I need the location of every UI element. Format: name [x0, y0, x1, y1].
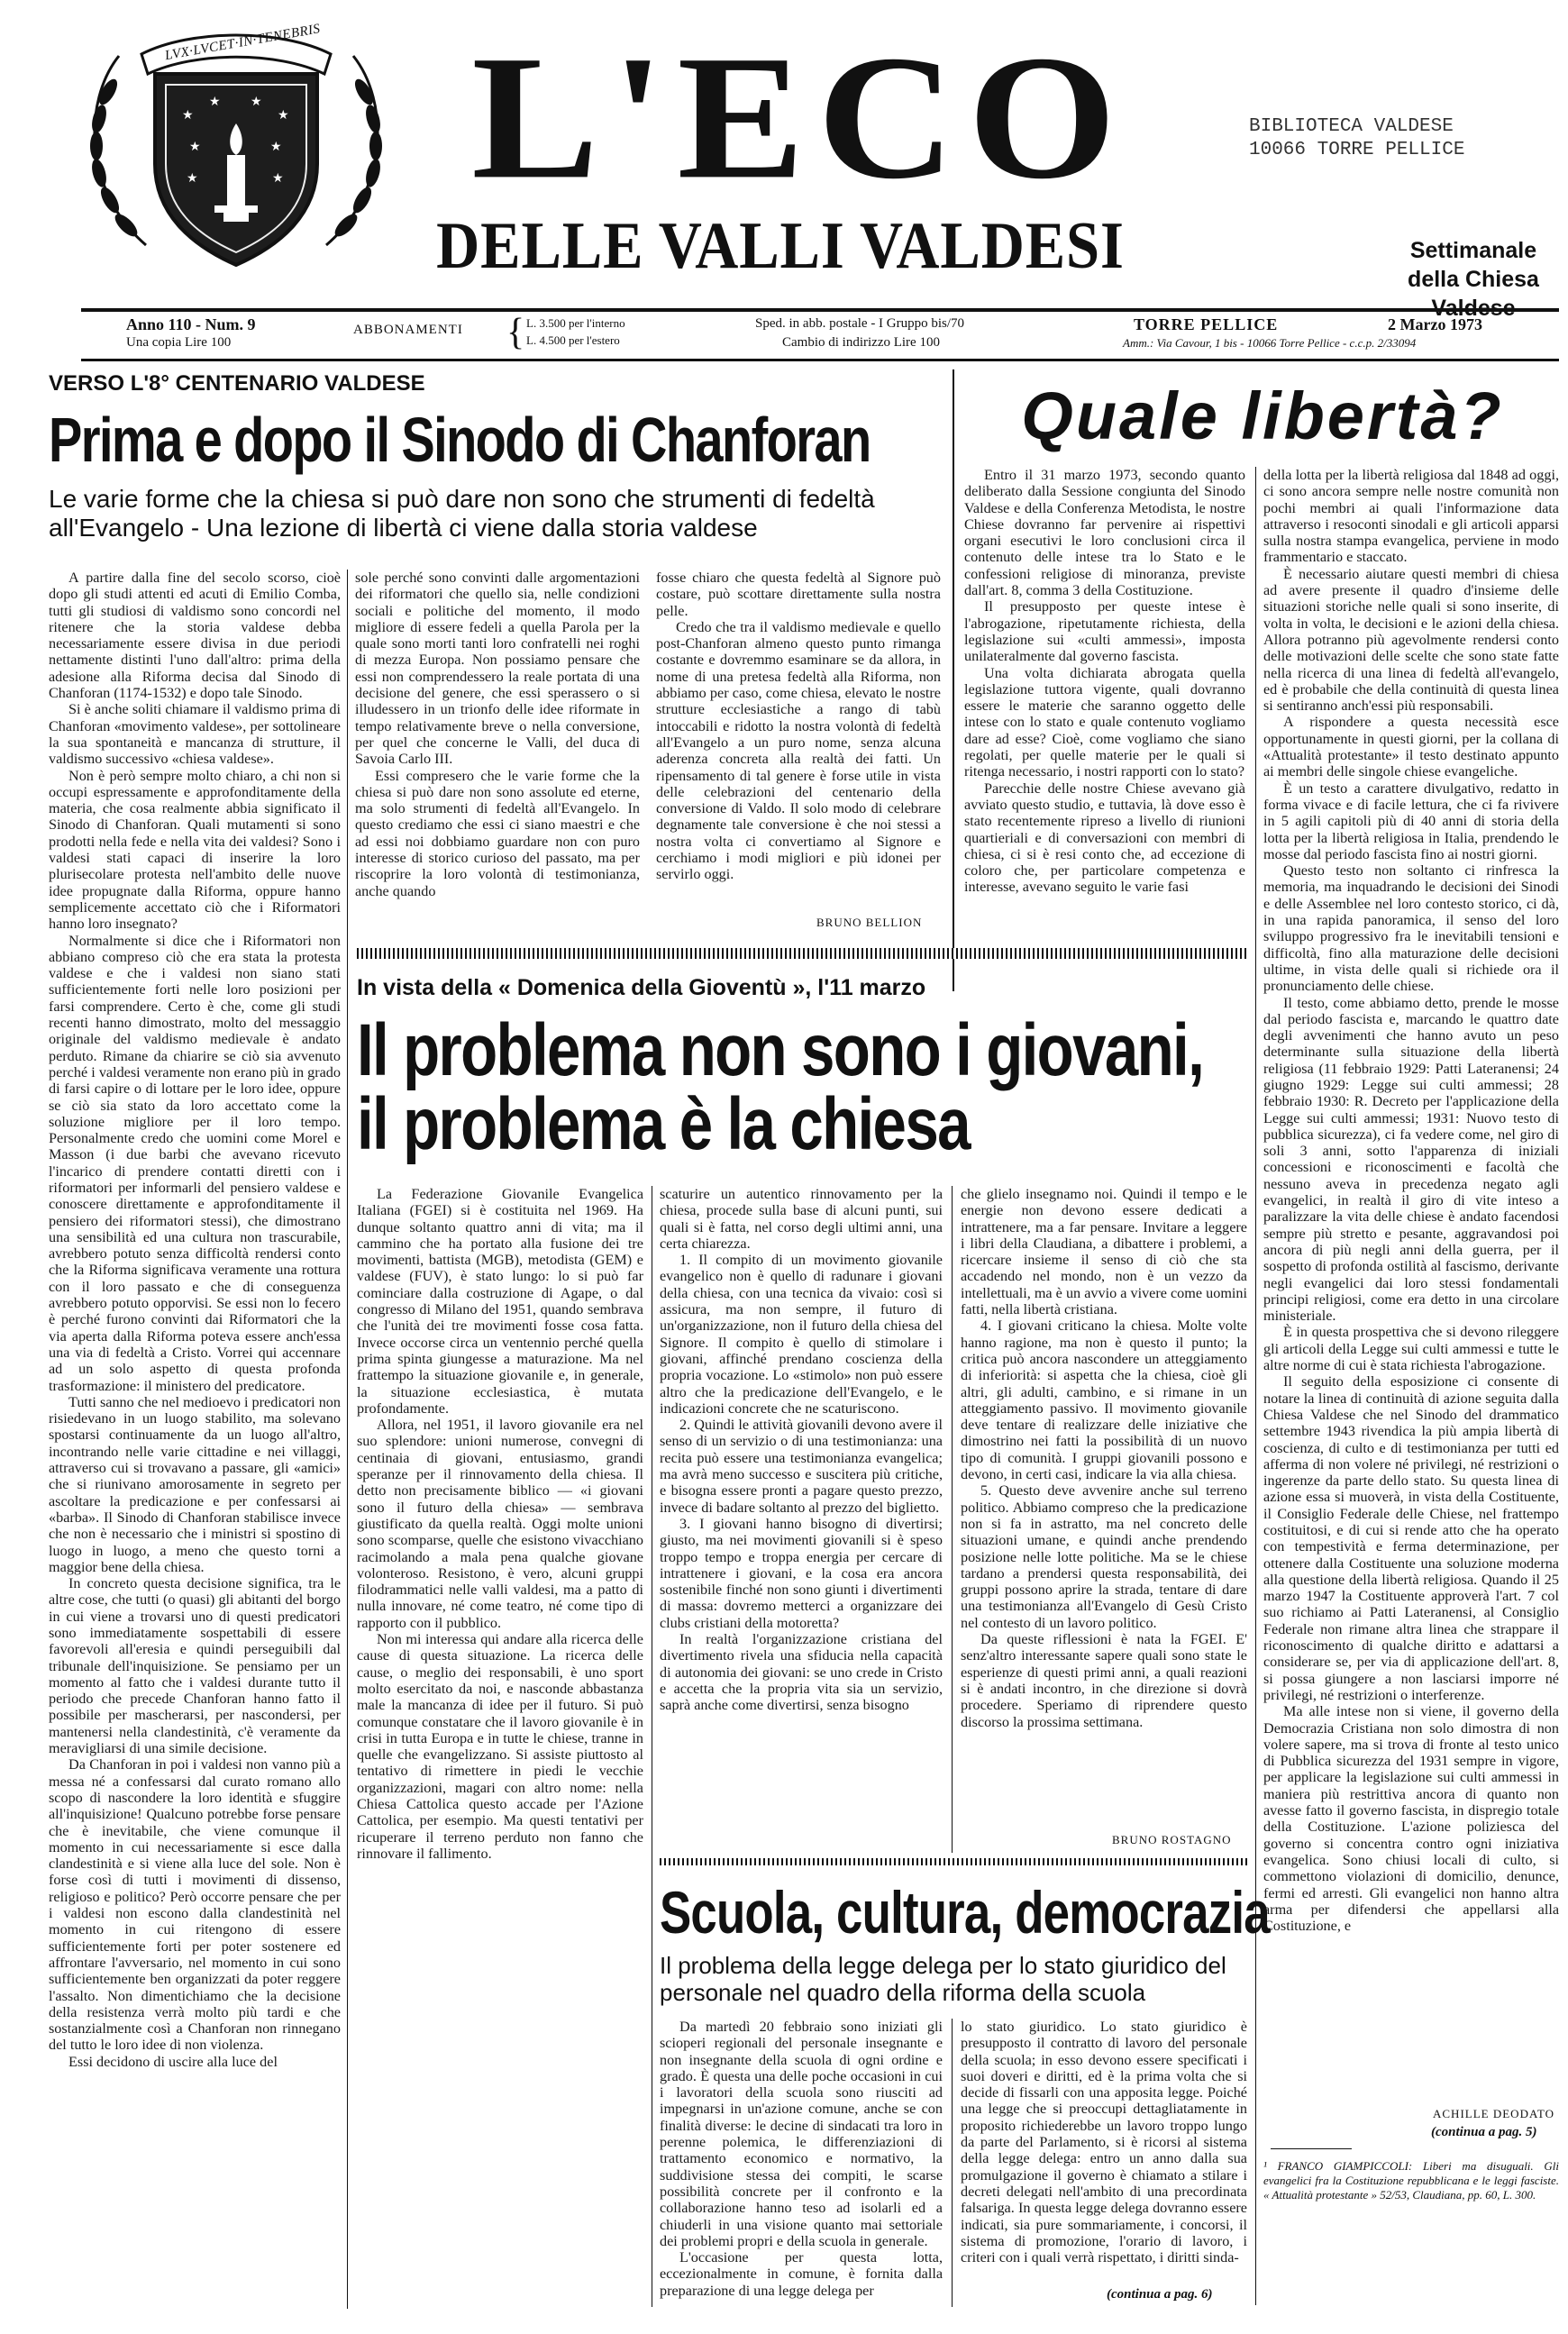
paragraph: Una volta dichiarata abrogata quella legislazione tuttora vigente, quali dovranno essere le materie che saranno oggetto delle intese con lo stato e quale contenuto vogliamo dare ad esse? Cioè, come vogliamo che siano regolati, per quelle materie per le quali si ritenga necessario, i nostri rapporti con lo stato? [964, 664, 1245, 780]
paragraph: 2. Quindi le attività giovanili devono avere il senso di un servizio o di una testimonianza: una recita può essere una testimonianza evangelica; ma avrà meno successo e suscitera più critiche, e bisogna essere pronti a pagare questo prezzo, invece di badare soltanto al prezzo del biglietto. [660, 1417, 943, 1516]
paragraph: fosse chiaro che questa fedeltà al Signore può costare, può scottare direttamente sulla nostra pelle. [656, 570, 941, 619]
article-column-1 [660, 2019, 943, 2307]
author-signature: BRUNO BELLION [816, 916, 923, 929]
svg-text:★: ★ [189, 140, 201, 154]
paragraph: Il seguito della esposizione ci consente di notare la linea di continuità di azione seguita dalla Chiesa Valdese che nel Sinodo del drammatico settembre 1943 rivendica la più ampia libertà di coscienza, di culto e di testimonianza per tutti ed afferma di non volere né privilegi, né restrizioni o ingerenze da parte dello stato. Su questa linea di azione essa si muoverà, in vista della Costituente, il Consiglio Federale delle Chiese, nel frattempo costituitosi, e di cui si rende atto che ha operato con tempestività e ferma determinazione, per ottenere dalla Costituente una soluzione moderna alla questione della libertà religiosa. Quando il 25 marzo 1947 la Costituente approverà l'art. 7 col suo richiamo ai Patti Lateranensi, al Consiglio Federale non rimane altra linea che strappare il riconoscimento di qualche diritto e adattarsi a considerare se, per via di applicazione dell'art. 8, si possa giungere a non lasciarsi imporre né privilegi, né restrizioni o interferenze. [1263, 1373, 1559, 1703]
svg-text:★: ★ [270, 140, 282, 154]
infobar-bottom-rule [81, 359, 1559, 361]
article-kicker: VERSO L'8° CENTENARIO VALDESE [49, 371, 425, 396]
paragraph: In realtà l'organizzazione cristiana del divertimento rivela una sfiducia nella capacità di autonomia dei giovani: se uno crede in Cristo e accetta che la propria vita sia un servizio, saprà anche come divertirsi, senza bisogno [660, 1631, 943, 1714]
article-headline-line-2: il problema è la chiesa [357, 1083, 970, 1165]
column-rule [952, 2019, 953, 2307]
stamp-line-1: BIBLIOTECA VALDESE [1249, 116, 1454, 137]
column-rule [1255, 467, 1256, 2305]
svg-text:★: ★ [182, 108, 194, 123]
motto-banner-text: LVX·LVCET·IN·TENEBRIS [163, 22, 322, 64]
author-signature: BRUNO ROSTAGNO [1112, 1833, 1232, 1846]
stamp-line-2: 10066 TORRE PELLICE [1249, 140, 1465, 160]
issue-number: Anno 110 - Num. 9 [126, 315, 256, 333]
address-change-fee: Cambio di indirizzo Lire 100 [782, 335, 940, 350]
church-emblem-logo [56, 20, 416, 281]
section-divider [357, 948, 1247, 959]
newspaper-title: L'ECO [471, 18, 1129, 216]
paragraph: Il testo, come abbiamo detto, prende le mosse dal periodo fascista e, marcando le quattro date degli avvenimenti che hanno avuto un peso determinante sulla situazione della libertà religiosa (11 febbraio 1929: Patti Lateranensi; 24 giugno 1929: Legge sui culti ammessi; 28 febbraio 1930: R. Decreto per l'applicazione della Legge sui culti ammessi; 1931: Nuovo testo di pubblica sicurezza), ci fa vedere come, nel giro di soli 3 anni, sotto l'apparenza di iniziali concessioni e riconoscimenti e facoltà che nessuno aveva in precedenza negato agli evangelici, in realtà il giro di vite inteso a paralizzare la vita delle chiese è andato facendosi sempre più stretto e pesante, aggravandosi poi ancora di più negli anni della guerra, per il sospetto di profonda ostilità al fascismo, derivante negli evangelici dai loro stessi fondamentali principi religiosi, come era detto in una circolare ministeriale. [1263, 994, 1559, 1325]
copy-price: Una copia Lire 100 [126, 335, 232, 350]
paragraph: della lotta per la libertà religiosa dal 1848 ad oggi, ci sono ancora sempre nelle nostre comunità non pochi membri ai quali l'informazione data attraverso i resoconti sinodali e gli articoli apparsi sulla nostra stampa evangelica, perviene in modo frammentario e staccato. [1263, 467, 1559, 566]
paragraph: A partire dalla fine del secolo scorso, cioè dopo gli studi attenti ed acuti di Emilio Comba, tutti gli studiosi di valdismo sono concordi nel ritenere che la storia valdese debba necessariamente essere divisa in due periodi nettamente distinti l'uno dall'altro: prima della adesione alla Riforma decisa dal Sinodo di Chanforan (1174-1532) e dopo tale Sinodo. [49, 570, 341, 702]
paragraph: 4. I giovani criticano la chiesa. Molte volte hanno ragione, ma non è questo il punto; la critica può ancora nascondere un atteggiamento di inferiorità: si aspetta che la chiesa, cioè gli altri, gli adulti, cambino, e si rimane in un atteggiamento passivo. Il movimento giovanile deve tentare di realizzare delle iniziative che dimostrino nei fatti la possibilità di un nuovo tipo di comunità. I gruppi giovanili possono e devono, in certi casi, indicare la via alla chiesa. [961, 1317, 1247, 1483]
paragraph: 3. I giovani hanno bisogno di divertirsi; giusto, ma nei movimenti giovanili si è speso troppo tempo e troppa energia per cercare di intrattenere i giovani, e la cosa era ancora sostenibile finché non sono giunti i divertimenti di massa: dovremo metterci a organizzare dei clubs cristiani della motoretta? [660, 1515, 943, 1631]
administration-address: Amm.: Via Cavour, 1 bis - 10066 Torre Pellice - c.c.p. 2/33094 [1123, 336, 1417, 350]
brace: { [506, 312, 525, 353]
column-rule [953, 369, 954, 991]
newspaper-subtitle: DELLE VALLI VALDESI [436, 209, 1125, 283]
paragraph: È in questa prospettiva che si devono rileggere gli articoli della Legge sui culti ammessi e tutte le altre norme di cui è stata richiesta l'abrogazione. [1263, 1324, 1559, 1374]
article-deck: Le varie forme che la chiesa si può dare non sono che strumenti di fedeltà all'Evangelo - Una lezione di libertà ci viene dalla storia valdese [49, 485, 875, 542]
paragraph: È necessario aiutare questi membri di chiesa ad avere presente il quadro d'insieme delle situazioni storiche nelle quali si sono inserite, di volta in volta, le decisioni e le azioni della chiesa. Allora potranno più agevolmente rendersi conto delle motivazioni delle scelte che sono state fatte nella ricerca di una linea di fedeltà all'evangelo, ed è probabile che della continuità di questa linea si sentiranno anch'essi più responsabili. [1263, 565, 1559, 715]
paragraph: 5. Questo deve avvenire anche sul terreno politico. Abbiamo compreso che la predicazione non si fa in astratto, ma nel concreto delle situazioni umane, e quindi anche prendendo posizione nelle lotte politiche. Ma se le chiese tardano a prendersi questa responsabilità, dei gruppi possono aprire la strada, tentare di dare una testimonianza all'Evangelo di Gesù Cristo nel contesto di un lavoro politico. [961, 1482, 1247, 1631]
article-column-1: A partire dalla fine del secolo scorso, cioè dopo gli studi attenti ed acuti di Emilio Comba, tutti gli studiosi di valdismo sono concordi nel ritenere che la storia valdese debba necessariamente essere divisa in due periodi nettamente distinti l'uno dall'altro: prima della adesione alla Riforma decisa dal Sinodo di Chanforan (1174-1532) e dopo tale Sinodo. Si è anche soliti chiamare il valdismo prima di Chanforan «movimento valdese», per sottolineare la sua spontaneità e mancanza di strutture, il valdismo successivo «chiesa valdese». Non è però sempre molto chiaro, a chi non si occupi espressamente e approfonditamente della materia, che cosa realmente abbia significato il Sinodo di Chanforan. Quali mutamenti si sono prodotti nella fede e nella vita dei valdesi? Sono i valdesi stati capaci di inserire la loro plurisecolare protesta nell'ambito delle nuove idee propugnate dalla Riforma, oppure hanno semplicemente accettato ciò che i Riformatori hanno loro insegnato? Normalmente si dice che i Riformatori non abbiano compreso ciò che era stata la protesta valdese e che i valdesi non siano stati sufficientemente forti nelle loro posizioni per farsi comprendere. Certo è che, come gli studi recenti hanno dimostrato, molto del messaggio originale del valdismo medievale è andato perduto. Rimane da chiarire se ciò sia avvenuto perché i valdesi veramente non erano più in grado di farsi capire o di lottare per le loro idee, oppure se ciò sia stato da loro accettato come la soluzione migliore per il loro tempo. Personalmente credo che uomini come Morel e Masson (i due barbi che avevano ricevuto l'incarico di prendere contatti diretti con i riformatori per informarli del pensiero valdese e conoscere direttamente e approfonditamente il pensiero dei riformatori stessi), che dimostrano una sensibilità ed una cultura non trascurabile, avrebbero potuto senza difficoltà rendersi conto che la Riforma significava veramente una rottura con il loro passato e che di conseguenza avrebbero potuto opporvisi. Se essi non lo fecero è perché furono convinti dai Riformatori che la via aperta dalla Riforma poteva essere anch'essa una via di fedeltà a Cristo. Vorrei qui accennare ad un solo aspetto di questa profonda trasformazione: il ministero del predicatore. Tutti sanno che nel medioevo i predicatori non risiedevano in un luogo stabilito, ma solevano spostarsi continuamente da un luogo all'altro, incontrando nelle varie cittadine e nei villaggi, attraverso cui si trovavano a passare, gli «amici» che si riunivano amorosamente in segreto per ascoltare la predicazione e per confessarsi ai «barba». Il Sinodo di Chanforan stabilisce invece che non è necessario che i ministri si spostino di luogo in luogo, a meno che questo torni a maggior bene della chiesa. In concreto questa decisione significa, tra le altre cose, che tutti (o quasi) gli abitanti del borgo in cui viene a trovarsi uno di questi predicatori sono immediatamente sospettabili di essere favorevoli all'eresia e quindi perseguibili dal tribunale dell'inquisizione. Se pensiamo per un momento al fatto che i valdesi durante tutto il periodo che precede Chanforan hanno fatto il possibile per mascherarsi, per nascondersi, per mantenersi nella clandestinità, c'è veramente da meravigliarsi di una simile decisione. Da Chanforan in poi i valdesi non vanno più a messa né a confessarsi dal curato romano allo scopo di nascondere la loro identità e sfuggire all'inquisizione! Qualcuno potrebbe forse pensare che è inevitabile, che viene comunque il momento in cui necessariamente si esce dalla clandestinità e si viene alla luce del sole. Non è forse così di tutti i movimenti di dissenso, religioso e politico? Però occorre pensare che per i valdesi non escono dalla clandestinità nel momento in cui ritengono di essere sufficientemente forti per poter sostenere ed affrontare l'avversario, nel momento in cui sono sufficientemente ben organizzati da poter reggere l'assalto. Non dimentichiamo che la decisione della resistenza verrà molto più tardi e che sostanzialmente così a Chanforan non rinnegano del tutto le loro idee di non violenza. Essi decidono di uscire alla luce del [49, 570, 341, 2070]
paragraph: La Federazione Giovanile Evangelica Italiana (FGEI) si è costituita nel 1969. Ha dunque soltanto quattro anni di vita; ma il cammino che ha portato alla fusione dei tre movimenti, battista (MGB), metodista (GEM) e valdese (FUV), è stato lungo: lo si può far cominciare dalla costruzione di Agape, o dal congresso di Milano del 1951, quando sembrava che l'unità dei tre movimenti fosse cosa fatta. Invece occorse circa un ventennio perché quella prima spinta giungesse a maturazione. Ma nel frattempo la situazione giovanile e, in generale, la situazione ecclesiastica, è mutata profondamente. [357, 1186, 643, 1417]
article-deck: Il problema della legge delega per lo stato giuridico del personale nel quadro della riforma della scuola [660, 1952, 1226, 2006]
article-column-2 [355, 570, 640, 930]
paragraph: Allora, nel 1951, il lavoro giovanile era nel suo splendore: unioni numerose, convegni di centinaia di giovani, entusiasmo, grandi speranze per il rinnovamento della chiesa. Il detto non precisamente biblico — «i giovani sono il futuro della chiesa» — sembrava giustificato da quella realtà. Oggi molte unioni sono scomparse, quelle che esistono vivacchiano racimolando a mala pena qualche giovane volonteroso. Resistono, è vero, alcuni gruppi filodrammatici nelle valli valdesi, ma a patto di nulla innovare, né come teatro, né come tipo di rapporto con il pubblico. [357, 1417, 643, 1631]
svg-text:★: ★ [278, 108, 289, 123]
article-column-2 [660, 1186, 943, 1849]
continued-note: (continua a pag. 6) [1107, 2287, 1213, 2302]
article-headline-line-1: Il problema non sono i giovani, [357, 1009, 1204, 1091]
postal-info: Sped. in abb. postale - I Gruppo bis/70 [755, 316, 965, 331]
article-headline: Scuola, cultura, democrazia [660, 1879, 1270, 1946]
paragraph: Questo testo non soltanto ci rinfresca la memoria, ma inquadrando le decisioni dei Sinodi e delle Assemblee nel loro contesto storico, ci dà, in una rapida panoramica, il senso del loro sviluppo progressivo fra le inevitabili tensioni e difficoltà, fino alla maturazione delle decisioni ultime, in vista delle quali si richiede ora il pronunciamento delle chiese. [1263, 862, 1559, 995]
column-rule [347, 570, 348, 2309]
tagline-line-1: Settimanale [1409, 238, 1537, 263]
article-column-2 [1263, 467, 1559, 2114]
paragraph: Credo che tra il valdismo medievale e quello post-Chanforan almeno questo punto rimanga costante e dovremmo esaminare se da allora, in nome di una pretesa fedeltà alla Riforma, non abbiamo per caso, come chiesa, elevato le nostre strutture ecclesiastiche a rango di tabù intoccabili e ridotto la nostra volontà di fedeltà all'Evangelo a un puro nome, senza alcuna aderenza concreta alla realtà dei fatti. Un ripensamento di tal genere è forse utile in vista delle celebrazioni del centenario della conversione di Valdo. Il solo modo di celebrare degnamente tale conversione è che noi stessi a nostra volta ci convertiamo al Signore e cerchiamo i modi migliori e più idonei per servirlo oggi. [656, 618, 941, 883]
library-stamp [1249, 115, 1464, 162]
tagline-line-2: della Chiesa [1408, 267, 1539, 292]
paragraph: Il presupposto per queste intese è l'abrogazione, ripetutamente richiesta, della legislazione sui «culti ammessi», imposta unilateralmente dal governo fascista. [964, 598, 1245, 665]
article-kicker: In vista della « Domenica della Gioventù », l'11 marzo [357, 975, 926, 1000]
author-signature: ACHILLE DEODATO [1433, 2107, 1554, 2120]
article-column-2 [961, 2019, 1247, 2285]
subscriptions-label: ABBONAMENTI [353, 323, 463, 337]
footnote: ¹ FRANCO GIAMPICCOLI: Liberi ma disuguali. Gli evangelici fra la Costituzione repubblicana e le leggi fasciste. « Attualità protestante » 52/53, Claudiana, pp. 60, L. 300. [1263, 2159, 1559, 2202]
paragraph: lo stato giuridico. Lo stato giuridico è presupposto il contratto di lavoro del personale della scuola; in esso devono essere specificati i suoi doveri e diritti, ed è la prima volta che si decide di fissarli con una apposita legge. Poiché una legge che si preoccupi dettagliatamente in proposito richiederebbe un lavoro troppo lungo da parte del Parlamento, si è ricorsi al sistema della legge delega: entro un anno dalla sua promulgazione il governo è chiamato a stilare i decreti delegati nell'ambito di una precordinata falsariga. In questa legge delega dovranno essere indicati, sia pure sommariamente, i concorsi, il sistema di promozione, l'orario di lavoro, i criteri con i quali verrà rispettato, i diritti sinda- [961, 2019, 1247, 2266]
paragraph: scaturire un autentico rinnovamento per la chiesa, procede sulla base di alcuni punti, sui quali si è fatta, nel corso degli ultimi anni, una certa chiarezza. [660, 1186, 943, 1252]
svg-text:★: ★ [187, 171, 198, 186]
svg-text:★: ★ [209, 95, 221, 109]
infobar-top-rule [81, 308, 1559, 312]
paragraph: Essi compresero che le varie forme che la chiesa si può dare non sono assolute ed eterne, ma solo strumenti di fedeltà all'Evangelo. In questo crediamo che essi ci siano maestri e che ad essi noi dobbiamo guardare non con puro interesse di storico curioso del passato, ma per riscoprire la loro volontà di testimonianza, anche quando [355, 767, 640, 899]
svg-text:★: ★ [251, 95, 262, 109]
paragraph: 1. Il compito di un movimento giovanile evangelico non è quello di radunare i giovani della chiesa, con una tecnica da vivaio: così si assicura, ma non sempre, il futuro di un'organizzazione, non il futuro della chiesa del Signore. Il compito è quello di stimolare i giovani, affinché prendano coscienza della propria vocazione. Lo «stimolo» non può essere altro che la predicazione dell'Evangelo, e le indicazioni concrete che ne scaturiscono. [660, 1252, 943, 1417]
paragraph: A rispondere a questa necessità esce opportunamente in questi giorni, per la collana di «Attualità protestante» il testo destinato appunto ai membri delle singole chiese evangeliche. [1263, 714, 1559, 780]
svg-text:★: ★ [272, 171, 284, 186]
price-domestic: L. 3.500 per l'interno [526, 316, 625, 330]
paragraph: Ma alle intese non si viene, il governo della Democrazia Cristiana non solo dimostra di non volere sapere, ma si trova di fronte al testo unico di Pubblica sicurezza del 1931 sempre in vigore, per applicare la legislazione sui culti ammessi in maniera più restrittiva ancora di quanto non avesse fatto il governo fascista, in dispregio totale della Costituzione. L'azione poliziesca del governo si concentra contro ogni iniziativa evangelica. Sono chiusi locali di culto, si commettono violazioni di domicilio, denunce, fermi ed arresti. Gli evangelici non hanno altra arma per difendersi che appellarsi alla Costituzione, e [1263, 1703, 1559, 1935]
paragraph: che glielo insegnamo noi. Quindi il tempo e le energie non devono essere dedicati a intrattenere, ma a far pensare. Invitare a leggere i libri della Claudiana, a dibattere i problemi, a ricercare insieme il senso di ciò che sta accadendo nel mondo, non è un vezzo da intellettuali, ma è un avvio a vivere come uomini fatti, nella libertà cristiana. [961, 1186, 1247, 1318]
paragraph: Da martedì 20 febbraio sono iniziati gli scioperi regionali del personale insegnante e non insegnante della scuola di ogni ordine e grado. È questa una delle poche occasioni in cui i lavoratori della scuola sono riusciti ad impegnarsi in un'azione comune, anche se con finalità diverse: le decine di sindacati tra loro in perenne polemica, le differenziazioni di trattamento economico e normativo, la suddivisione stessa dei compiti, le scarse possibilità concrete per il confronto e la collaborazione hanno teso ad isolarli ed a chiuderli in una visione quanto mai settoriale dei problemi propri e della scuola in generale. [660, 2019, 943, 2249]
section-divider [660, 1858, 1247, 1865]
column-rule [952, 1186, 953, 1853]
article-headline: Quale libertà? [1021, 378, 1504, 453]
paragraph: sole perché sono convinti dalle argomentazioni dei riformatori che quello sia, nelle condizioni sociali e politiche del momento, il modo migliore di essere fedeli a quella Parola per la quale sono morti tanti loro confratelli nei roghi di mezza Europa. Non possiamo pensare che essi non comprendessero la reale portata di una decisione del genere, che essi sperassero o si illudessero in un trionfo delle idee riformate in tempo relativamente breve o nella conversione, per quel che concerne le Valli, del duca di Savoia Carlo III. [355, 570, 640, 768]
paragraph: L'occasione per questa lotta, eccezionalmente in comune, è fornita dalla preparazione di una legge delega per [660, 2249, 943, 2299]
paragraph: Non mi interessa qui andare alla ricerca delle cause di questa situazione. La ricerca delle cause, o meglio dei responsabili, è uno sport molto esercitato da noi, e nasconde abbastanza male la mancanza di idee per il futuro. Si può comunque constatare che il lavoro giovanile è in crisi in tutta Europa e in tutte le chiese, tranne in quelle che evangelizzano. Si assiste piuttosto al tentativo di rimettere in piedi le vecchie organizzazioni, magari con altro nome: nella Chiesa Cattolica questo accade per l'Azione Cattolica, per esempio. Ma questi tentativi per ricuperare il terreno perduto non fanno che rinnovare il fallimento. [357, 1631, 643, 1862]
article-column-1 [964, 467, 1245, 952]
article-column-3 [961, 1186, 1247, 1829]
paragraph: È un testo a carattere divulgativo, redatto in forma vivace e di facile lettura, che ci fa rivivere in 5 agili capitoli più di 40 anni di storia della lotta per la libertà religiosa in Italia, prendendo le mosse dal periodo fascista fino ai nostri giorni. [1263, 780, 1559, 862]
paragraph: Parecchie delle nostre Chiese avevano già avviato questo studio, e tuttavia, là dove esso è stato recentemente ripreso a livello di riunioni quartieriali e di conversazioni con membri di chiesa, ci si è resi conto che, ad eccezione di coloro che, per particolare competenza e interesse, avevano seguito le varie fasi [964, 780, 1245, 896]
article-column-3 [656, 570, 941, 921]
place: TORRE PELLICE [1134, 315, 1279, 333]
article-headline: Prima e dopo il Sinodo di Chanforan [49, 405, 871, 475]
article-column-1 [357, 1186, 643, 2307]
continued-note: (continua a pag. 5) [1431, 2125, 1537, 2139]
paragraph: Entro il 31 marzo 1973, secondo quanto deliberato dalla Sessione congiunta del Sinodo Valdese e della Conferenza Metodista, le nostre Chiese dovranno far pervenire ai rispettivi organi esecutivi le loro conclusioni circa il contenuto delle intese tra lo Stato e le confessioni religiose di minoranza, previste dall'art. 8, comma 3 della Costituzione. [964, 467, 1245, 599]
paragraph: Da queste riflessioni è nata la FGEI. E' senz'altro interessante sapere quali sono state le esperienze di questi primi anni, a quali reazioni si è andati incontro, in che direzione si dovrà procedere. Speriamo di riprendere questo discorso la prossima settimana. [961, 1631, 1247, 1730]
price-foreign: L. 4.500 per l'estero [526, 333, 620, 347]
footnote-rule [1271, 2148, 1352, 2149]
issue-date: 2 Marzo 1973 [1388, 315, 1482, 333]
